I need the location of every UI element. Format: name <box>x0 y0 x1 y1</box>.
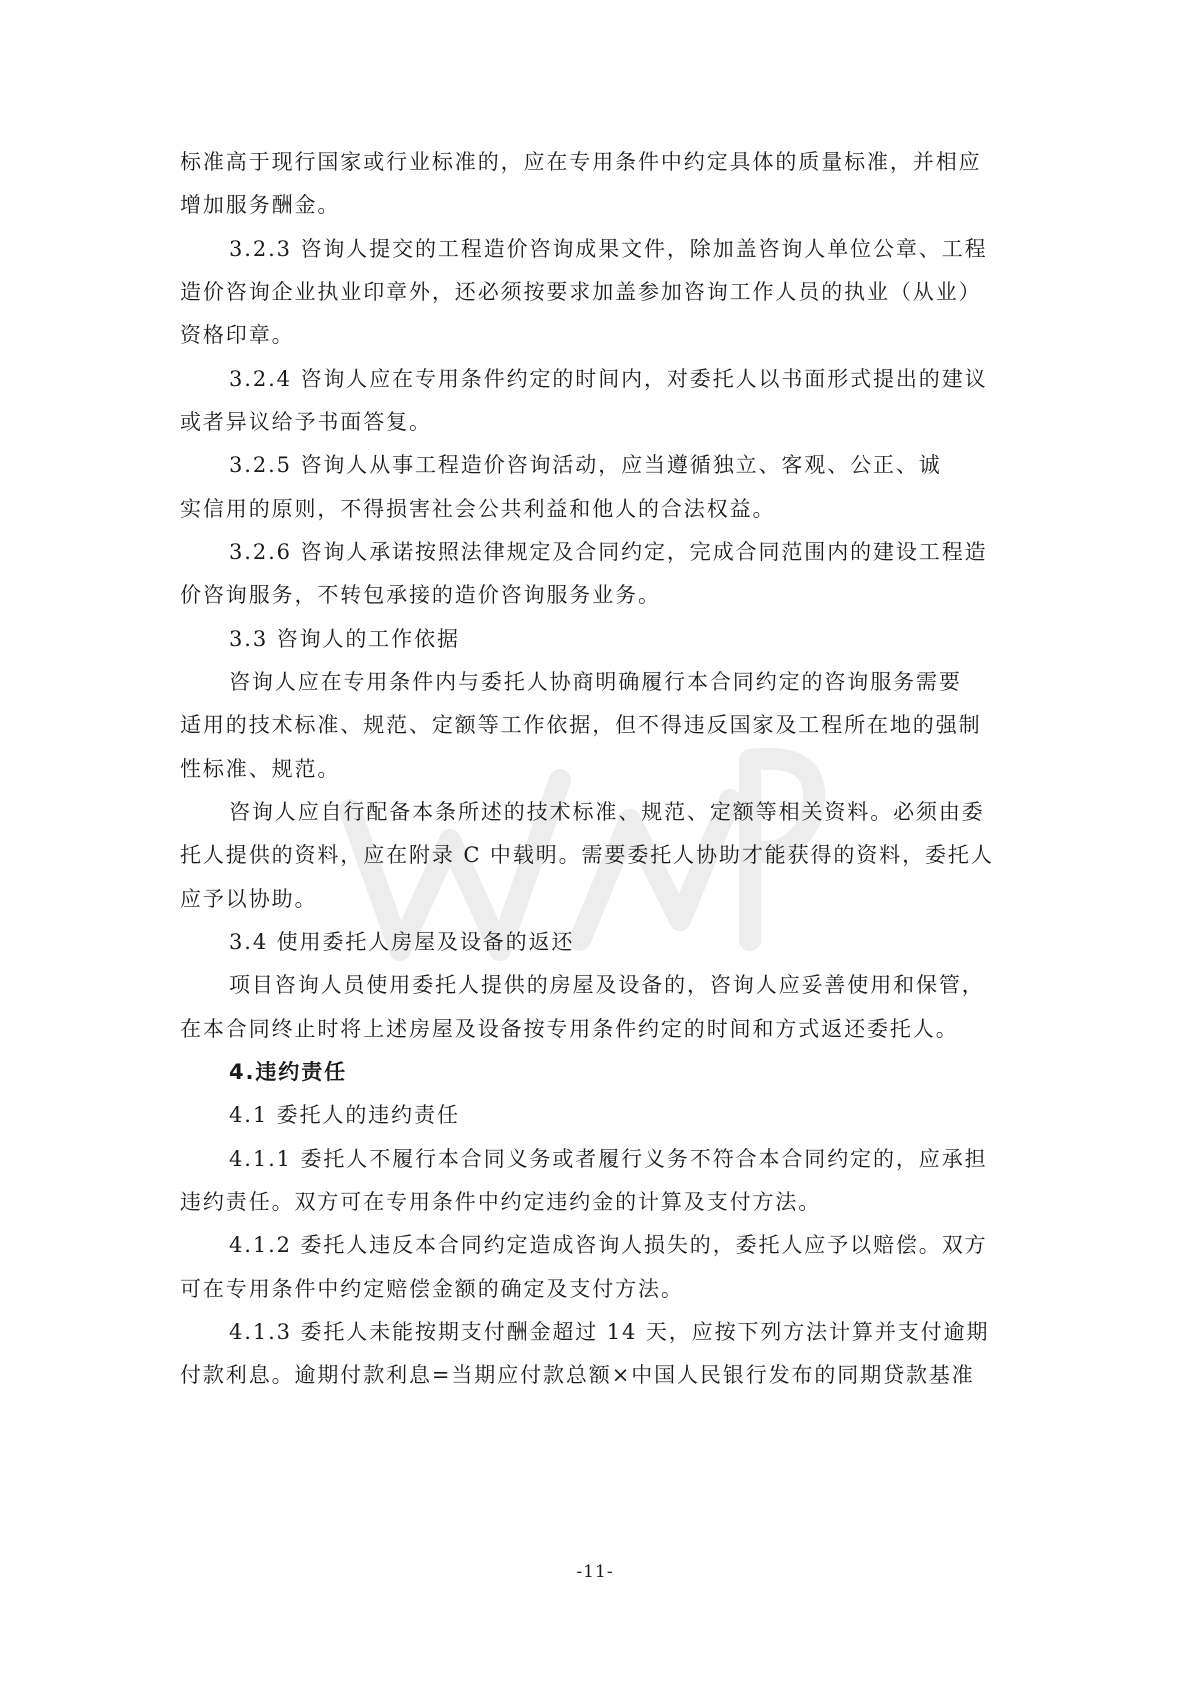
text-line: 3.2.6 咨询人承诺按照法律规定及合同约定，完成合同范围内的建设工程造 <box>229 540 988 564</box>
text-line: 在本合同终止时将上述房屋及设备按专用条件约定的时间和方式返还委托人。 <box>180 1017 959 1041</box>
text-line: 3.2.4 咨询人应在专用条件约定的时间内，对委托人以书面形式提出的建议 <box>229 367 988 391</box>
text-line: 3.2.5 咨询人从事工程造价咨询活动，应当遵循独立、客观、公正、诚 <box>229 453 942 477</box>
chapter-heading: 4.违约责任 <box>229 1060 347 1084</box>
text-line: 资格印章。 <box>180 323 295 347</box>
text-line: 造价咨询企业执业印章外，还必须按要求加盖参加咨询工作人员的执业（从业） <box>180 280 982 304</box>
text-line: 咨询人应在专用条件内与委托人协商明确履行本合同约定的咨询服务需要 <box>229 670 962 694</box>
text-line: 价咨询服务，不转包承接的造价咨询服务业务。 <box>180 583 661 607</box>
section-heading: 3.4 使用委托人房屋及设备的返还 <box>229 930 575 954</box>
text-line: 托人提供的资料，应在附录 C 中载明。需要委托人协助才能获得的资料，委托人 <box>180 843 994 867</box>
text-line: 实信用的原则，不得损害社会公共利益和他人的合法权益。 <box>180 497 776 521</box>
text-line: 应予以协助。 <box>180 887 318 911</box>
text-line: 性标准、规范。 <box>180 757 341 781</box>
text-line: 4.1.2 委托人违反本合同约定造成咨询人损失的，委托人应予以赔偿。双方 <box>229 1233 988 1257</box>
text-line: 4.1.3 委托人未能按期支付酬金超过 14 天，应按下列方法计算并支付逾期 <box>229 1320 990 1344</box>
text-line: 适用的技术标准、规范、定额等工作依据，但不得违反国家及工程所在地的强制 <box>180 713 982 737</box>
text-line: 增加服务酬金。 <box>180 193 341 217</box>
section-heading: 3.3 咨询人的工作依据 <box>229 627 460 651</box>
text-line: 4.1.1 委托人不履行本合同义务或者履行义务不符合本合同约定的，应承担 <box>229 1147 988 1171</box>
text-line: 可在专用条件中约定赔偿金额的确定及支付方法。 <box>180 1277 684 1301</box>
text-line: 3.2.3 咨询人提交的工程造价咨询成果文件，除加盖咨询人单位公章、工程 <box>229 237 988 261</box>
text-line: 项目咨询人员使用委托人提供的房屋及设备的，咨询人应妥善使用和保管， <box>229 973 985 997</box>
text-line: 付款利息。逾期付款利息=当期应付款总额×中国人民银行发布的同期贷款基准 <box>180 1363 975 1387</box>
text-line: 或者异议给予书面答复。 <box>180 410 432 434</box>
page-number: -11- <box>576 1562 614 1582</box>
text-line: 标准高于现行国家或行业标准的，应在专用条件中约定具体的质量标准，并相应 <box>180 150 982 174</box>
text-line: 违约责任。双方可在专用条件中约定违约金的计算及支付方法。 <box>180 1190 822 1214</box>
text-line: 咨询人应自行配备本条所述的技术标准、规范、定额等相关资料。必须由委 <box>229 800 985 824</box>
section-heading: 4.1 委托人的违约责任 <box>229 1103 460 1127</box>
